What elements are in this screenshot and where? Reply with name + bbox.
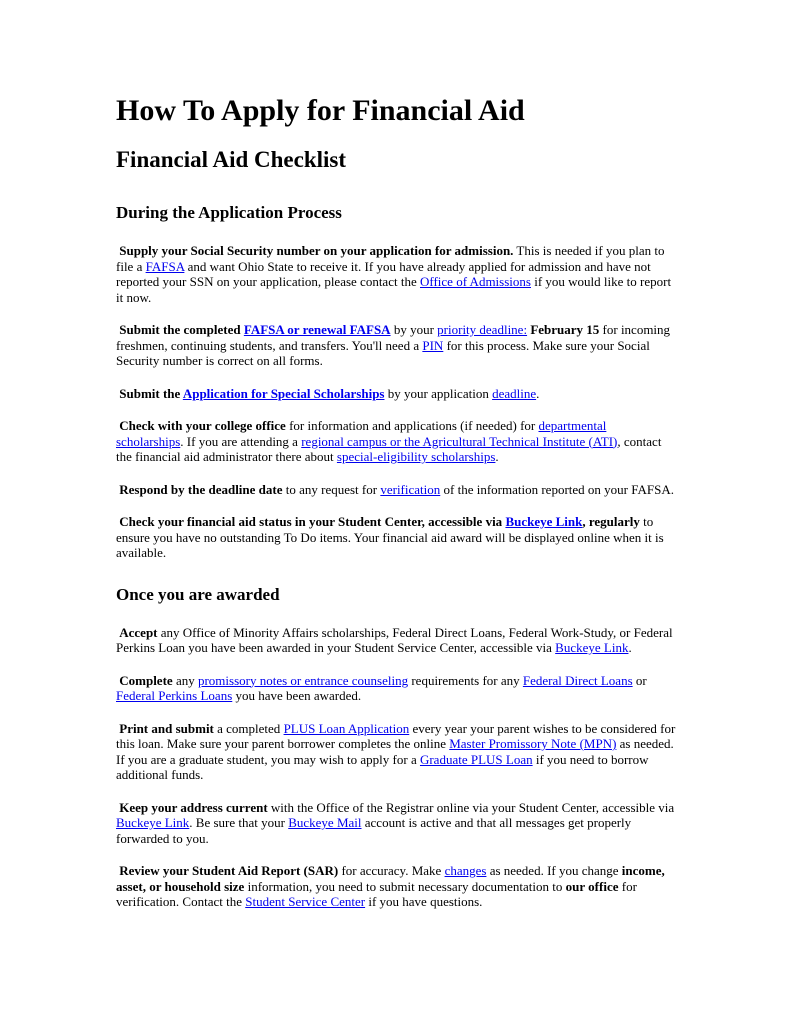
text: with the Office of the Registrar online via your Student Center, accessible via [267,799,675,815]
link-priority-deadline[interactable]: priority deadline: [437,322,528,337]
paragraph-address-current [116,800,676,847]
text: , contact the financial aid administrator there about [116,433,662,464]
paragraph-check-status [116,514,676,561]
link-buckeye-link[interactable]: Buckeye Link [505,514,583,529]
bold-text: Keep your address current [119,799,268,815]
link-office-of-admissions[interactable]: Office of Admissions [419,274,531,289]
text: as needed. If you change [486,863,622,878]
text: . Be sure that your [189,815,289,830]
text: . [628,640,632,655]
section-heading-once-awarded: Once you are awarded [116,584,280,604]
text: . If you are attending a [180,433,302,449]
text: This is needed if you plan to file a [116,243,665,274]
text: for incoming freshmen, continuing students, and transfers. You'll need a [116,322,671,353]
paragraph-print-submit [116,721,676,783]
text: you have been awarded. [232,688,362,703]
bold-text: Check with your college office [119,418,286,433]
link-regional-campus-ati[interactable]: regional campus or the Agricultural Technical Institute (ATI) [301,433,618,449]
link-changes[interactable]: changes [444,863,487,878]
bold-text: Submit the completed [119,322,244,337]
text: if you have questions. [365,894,483,909]
link-verification[interactable]: verification [380,481,441,497]
link-graduate-plus-loan[interactable]: Graduate PLUS Loan [419,751,533,767]
text: if you need to borrow additional funds. [116,751,649,782]
bold-text: Print and submit [119,720,214,736]
section-heading-application-process: During the Application Process [116,203,342,222]
paragraph-submit-fafsa [116,322,676,369]
bold-text: , regularly [582,514,640,529]
paragraph-college-office [116,418,676,465]
text: a completed [213,720,284,736]
text: for accuracy. Make [338,863,445,878]
link-buckeye-mail[interactable]: Buckeye Mail [288,815,362,830]
document-page [116,90,676,910]
text: . [536,385,540,401]
bold-text: February 15 [527,322,600,337]
text: . [495,449,499,464]
text: for this process. Make sure your Social Security number is correct on all forms. [116,337,650,368]
bold-text: income, asset, or household size [116,863,665,894]
link-deadline[interactable]: deadline [492,385,537,401]
paragraph-respond-deadline [116,482,676,498]
text: to ensure you have no outstanding To Do items. Your financial aid award will be displayed online when it is available. [116,514,664,560]
text: to any request for [282,481,381,497]
paragraph-special-scholarships [116,386,676,402]
link-fafsa[interactable]: FAFSA [145,258,185,274]
text: every year your parent wishes to be considered for this loan. Make sure your parent borrower completes the online [116,720,676,751]
link-special-eligibility-scholarships[interactable]: special-eligibility scholarships [336,449,496,464]
bold-text: Submit the [119,385,183,401]
paragraph-ssn [116,243,676,305]
text: information, you need to submit necessary documentation to [244,878,566,894]
bold-text: Respond by the deadline date [119,481,283,497]
link-federal-perkins-loans[interactable]: Federal Perkins Loans [116,688,233,703]
paragraph-complete [116,673,676,704]
text: by your [390,322,438,337]
link-master-promissory-note[interactable]: Master Promissory Note (MPN) [449,736,617,751]
paragraph-accept [116,625,676,656]
text: for verification. Contact the [116,878,637,909]
bold-text: our office [565,878,619,894]
link-buckeye-link[interactable]: Buckeye Link [116,815,190,830]
text: requirements for any [408,672,523,688]
link-federal-direct-loans[interactable]: Federal Direct Loans [522,672,633,688]
bold-text: Review your Student Aid Report (SAR) [119,863,339,878]
text: any [172,672,198,688]
link-departmental-scholarships[interactable]: departmental scholarships [116,418,607,449]
bold-text: Complete [119,672,173,688]
text: any Office of Minority Affairs scholarships, Federal Direct Loans, Federal Work-Study, or Federal Perkins Loan you have been awarded in your Student Service Center, accessible via [116,624,673,655]
paragraph-review-sar [116,863,676,910]
text: of the information reported on your FAFSA. [440,481,674,497]
link-buckeye-link[interactable]: Buckeye Link [555,640,629,655]
text: or [632,672,647,688]
page-subtitle: Financial Aid Checklist [116,147,347,172]
bold-text: Check your financial aid status in your Student Center, accessible via [119,514,506,529]
text: and want Ohio State to receive it. If you have already applied for admission and have not reported your SSN on your application, please contact the [116,258,651,289]
page-title: How To Apply for Financial Aid [116,94,525,127]
bold-text: Supply your Social Security number on your application for admission. [119,243,514,258]
text: account is active and that all messages get properly forwarded to you. [116,815,632,846]
link-plus-loan-application[interactable]: PLUS Loan Application [283,720,410,736]
text: as needed. If you are a graduate student, you may wish to apply for a [116,736,674,767]
link-promissory-notes[interactable]: promissory notes or entrance counseling [197,672,409,688]
text: by your application [384,385,493,401]
link-fafsa-or-renewal[interactable]: FAFSA or renewal FAFSA [243,322,391,337]
link-student-service-center[interactable]: Student Service Center [245,894,366,909]
link-application-special-scholarships[interactable]: Application for Special Scholarships [182,385,385,401]
text: if you would like to report it now. [116,274,672,305]
link-pin[interactable]: PIN [422,337,444,353]
bold-text: Accept [119,624,158,640]
text: for information and applications (if needed) for [285,418,539,433]
